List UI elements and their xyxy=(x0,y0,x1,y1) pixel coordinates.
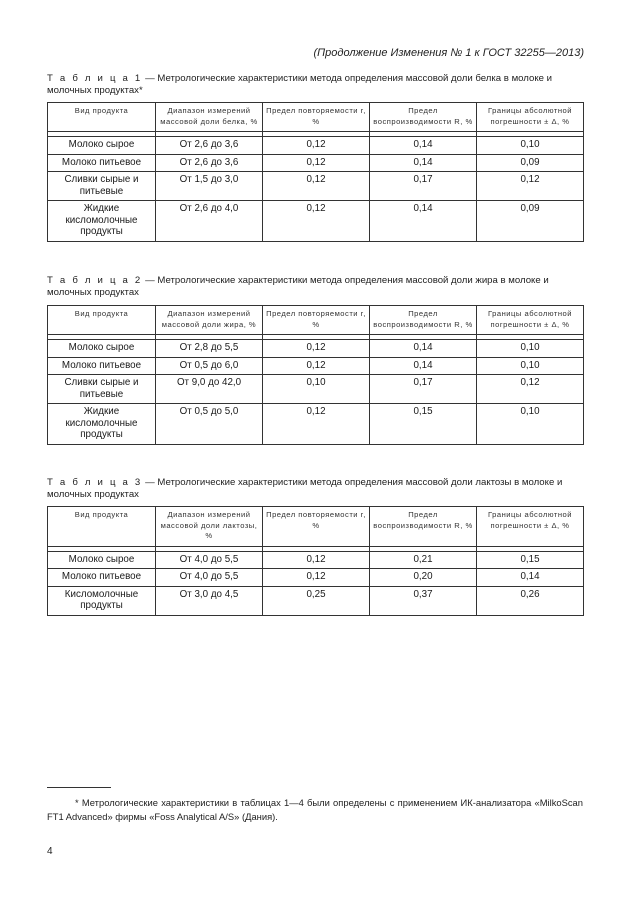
cell-range: От 2,6 до 3,6 xyxy=(156,154,263,172)
col-error-header: Границы абсолютной погрешности ± Δ, % xyxy=(477,507,584,547)
cell-range: От 1,5 до 3,0 xyxy=(156,172,263,201)
cell-range: От 3,0 до 4,5 xyxy=(156,586,263,615)
cell-reproducibility: 0,14 xyxy=(370,201,477,242)
cell-reproducibility: 0,14 xyxy=(370,340,477,358)
cell-repeatability: 0,12 xyxy=(263,201,370,242)
cell-error: 0,09 xyxy=(477,201,584,242)
cell-repeatability: 0,25 xyxy=(263,586,370,615)
table-1-caption-prefix: Т а б л и ц а 1 xyxy=(47,73,143,84)
table-row xyxy=(48,154,584,172)
col-product-header: Вид продукта xyxy=(48,103,156,132)
cell-reproducibility: 0,37 xyxy=(370,586,477,615)
cell-repeatability: 0,12 xyxy=(263,340,370,358)
col-repeatability-header: Предел повторяемости r, % xyxy=(263,306,370,335)
cell-repeatability: 0,12 xyxy=(263,172,370,201)
table-1-caption xyxy=(47,73,583,96)
cell-error: 0,12 xyxy=(477,375,584,404)
cell-repeatability: 0,12 xyxy=(263,404,370,445)
cell-product: Молоко питьевое xyxy=(48,569,156,587)
cell-reproducibility: 0,14 xyxy=(370,357,477,375)
cell-repeatability: 0,10 xyxy=(263,375,370,404)
table-row xyxy=(48,569,584,587)
cell-product: Молоко питьевое xyxy=(48,154,156,172)
cell-range: От 0,5 до 5,0 xyxy=(156,404,263,445)
cell-error: 0,10 xyxy=(477,404,584,445)
cell-error: 0,15 xyxy=(477,551,584,569)
table-3-caption-text: — Метрологические характеристики метода определения массовой доли лактозы в молоке и молочных продуктах xyxy=(47,477,563,500)
cell-product: Жидкие кисломолочные продукты xyxy=(48,201,156,242)
cell-range: От 4,0 до 5,5 xyxy=(156,569,263,587)
cell-reproducibility: 0,15 xyxy=(370,404,477,445)
cell-error: 0,10 xyxy=(477,137,584,155)
table-1-caption-text: — Метрологические характеристики метода определения массовой доли белка в молоке и молочных продуктах* xyxy=(47,73,552,96)
footnote-divider xyxy=(47,787,111,788)
table-row xyxy=(48,172,584,201)
col-reproducibility-header: Предел воспроизводимости R, % xyxy=(370,507,477,547)
col-repeatability-header: Предел повторяемости r, % xyxy=(263,103,370,132)
cell-repeatability: 0,12 xyxy=(263,551,370,569)
cell-reproducibility: 0,20 xyxy=(370,569,477,587)
cell-range: От 2,8 до 5,5 xyxy=(156,340,263,358)
table-row xyxy=(48,375,584,404)
cell-reproducibility: 0,14 xyxy=(370,154,477,172)
cell-repeatability: 0,12 xyxy=(263,137,370,155)
cell-error: 0,10 xyxy=(477,340,584,358)
table-3-caption xyxy=(47,477,583,500)
cell-repeatability: 0,12 xyxy=(263,154,370,172)
table-3-caption-prefix: Т а б л и ц а 3 xyxy=(47,477,143,488)
footnote: * Метрологические характеристики в таблицах 1—4 были определены с применением ИК-анализатора «MilkoScan FT1 Advanced» фирмы «Foss Analytical A/S» (Дания). xyxy=(47,797,583,822)
cell-error: 0,14 xyxy=(477,569,584,587)
cell-product: Молоко питьевое xyxy=(48,357,156,375)
cell-reproducibility: 0,17 xyxy=(370,375,477,404)
cell-error: 0,09 xyxy=(477,154,584,172)
cell-error: 0,12 xyxy=(477,172,584,201)
cell-product: Кисломолочные продукты xyxy=(48,586,156,615)
cell-product: Молоко сырое xyxy=(48,137,156,155)
col-range-header: Диапазон измерений массовой доли лактозы, % xyxy=(156,507,263,547)
cell-range: От 9,0 до 42,0 xyxy=(156,375,263,404)
col-error-header: Границы абсолютной погрешности ± Δ, % xyxy=(477,103,584,132)
table-2-caption-text: — Метрологические характеристики метода определения массовой доли жира в молоке и молочных продуктах xyxy=(47,275,549,298)
col-error-header: Границы абсолютной погрешности ± Δ, % xyxy=(477,306,584,335)
cell-product: Молоко сырое xyxy=(48,551,156,569)
cell-reproducibility: 0,17 xyxy=(370,172,477,201)
col-range-header: Диапазон измерений массовой доли белка, % xyxy=(156,103,263,132)
table-3 xyxy=(47,506,584,616)
table-1 xyxy=(47,102,584,242)
col-reproducibility-header: Предел воспроизводимости R, % xyxy=(370,103,477,132)
table-row xyxy=(48,586,584,615)
cell-error: 0,26 xyxy=(477,586,584,615)
document-header: (Продолжение Изменения № 1 к ГОСТ 32255—2013) xyxy=(313,47,584,59)
cell-error: 0,10 xyxy=(477,357,584,375)
cell-product: Молоко сырое xyxy=(48,340,156,358)
cell-repeatability: 0,12 xyxy=(263,569,370,587)
cell-reproducibility: 0,14 xyxy=(370,137,477,155)
cell-product: Жидкие кисломолочные продукты xyxy=(48,404,156,445)
page-number: 4 xyxy=(47,846,53,857)
cell-range: От 2,6 до 4,0 xyxy=(156,201,263,242)
table-2-caption xyxy=(47,275,583,298)
table-row xyxy=(48,357,584,375)
table-2 xyxy=(47,305,584,445)
table-row xyxy=(48,551,584,569)
col-product-header: Вид продукта xyxy=(48,306,156,335)
cell-range: От 4,0 до 5,5 xyxy=(156,551,263,569)
col-repeatability-header: Предел повторяемости r, % xyxy=(263,507,370,547)
col-range-header: Диапазон измерений массовой доли жира, % xyxy=(156,306,263,335)
col-reproducibility-header: Предел воспроизводимости R, % xyxy=(370,306,477,335)
cell-range: От 2,6 до 3,6 xyxy=(156,137,263,155)
table-row xyxy=(48,201,584,242)
cell-reproducibility: 0,21 xyxy=(370,551,477,569)
table-row xyxy=(48,137,584,155)
cell-repeatability: 0,12 xyxy=(263,357,370,375)
cell-product: Сливки сырые и питьевые xyxy=(48,375,156,404)
table-2-caption-prefix: Т а б л и ц а 2 xyxy=(47,275,143,286)
cell-range: От 0,5 до 6,0 xyxy=(156,357,263,375)
cell-product: Сливки сырые и питьевые xyxy=(48,172,156,201)
col-product-header: Вид продукта xyxy=(48,507,156,547)
table-row xyxy=(48,340,584,358)
table-row xyxy=(48,404,584,445)
